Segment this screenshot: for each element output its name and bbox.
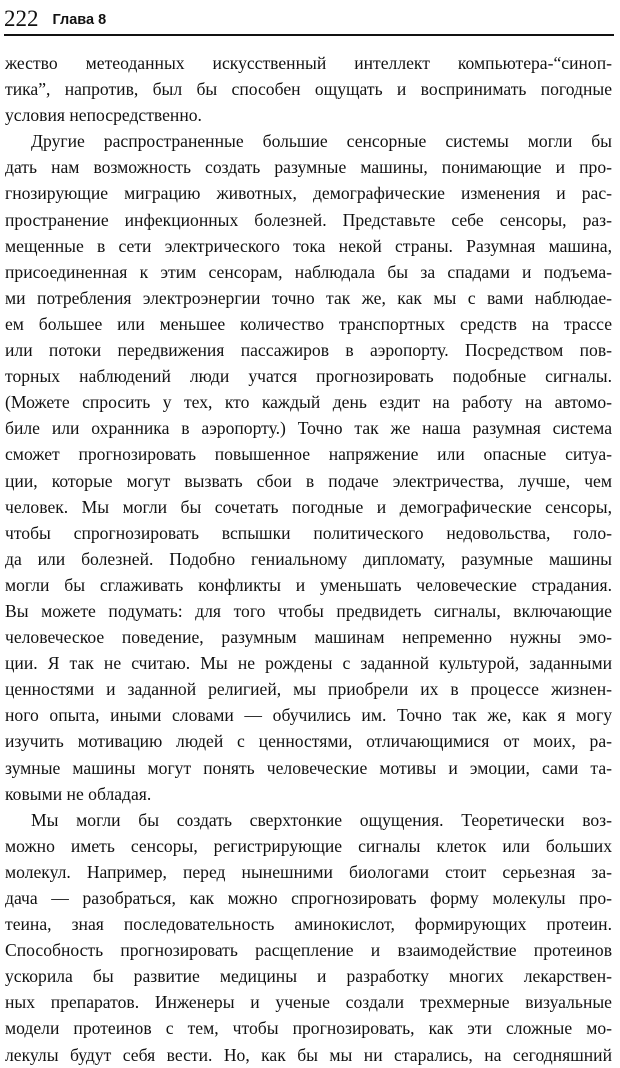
page-number: 222 <box>4 6 39 31</box>
text-line: тика”, напротив, был бы способен ощущать и воспринимать погодные <box>5 79 612 100</box>
running-head <box>4 2 612 32</box>
text-line: пространение инфекционных болезней. Представьте себе сенсоры, раз- <box>5 209 612 230</box>
text-line: Другие распространенные большие сенсорные системы могли бы <box>31 131 612 152</box>
text-line: дать нам возможность создать разумные машины, понимающие и про- <box>5 157 612 178</box>
paragraph <box>5 128 612 806</box>
body-text <box>5 50 612 1068</box>
text-line: торных наблюдений люди учатся прогнозировать подобные сигналы. <box>5 366 612 387</box>
text-line: Мы могли бы создать сверхтонкие ощущения. Теоретически воз- <box>31 809 612 830</box>
text-line: можно иметь сенсоры, регистрирующие сигналы клеток или больших <box>5 835 612 856</box>
text-line: да или болезней. Подобно гениальному дипломату, разумные машины <box>5 548 612 569</box>
text-line: Способность прогнозировать расщепление и взаимодействие протеинов <box>5 940 612 961</box>
text-line: присоединенная к этим сенсорам, наблюдала бы за спадами и подъема- <box>5 261 612 282</box>
text-line: ем большее или меньшее количество транспортных средств на трассе <box>5 313 612 334</box>
text-line: жество метеоданных искусственный интеллект компьютера-“синоп- <box>5 53 612 73</box>
text-line: ного опыта, иными словами — обучились им. Точно так же, как я могу <box>5 705 612 726</box>
text-line: ценностями и заданной религией, мы приобрели их в процессе жизнен- <box>5 679 612 700</box>
text-line: зумные машины могут понять человеческие мотивы и эмоции, сами та- <box>5 757 612 778</box>
text-line: ускорила бы развитие медицины и разработку многих лекарствен- <box>5 966 612 987</box>
header-rule <box>4 34 614 36</box>
text-line: человек. Мы могли бы сочетать погодные и демографические сенсоры, <box>5 496 612 517</box>
paragraph <box>5 50 612 128</box>
text-line: лекулы будут себя вести. Но, как бы мы ни старались, на сегодняшний <box>5 1044 612 1065</box>
text-line: изучить мотивацию людей с ценностями, отличающимися от моих, ра- <box>5 731 612 752</box>
text-line: теина, зная последовательность аминокислот, формирующих протеин. <box>5 914 612 935</box>
text-line: мещенные в сети электрического тока некой страны. Разумная машина, <box>5 235 612 256</box>
text-line: ции. Я так не считаю. Мы не рождены с заданной культурой, заданными <box>5 653 612 674</box>
text-line: человеческое поведение, разумным машинам непременно нужны эмо- <box>5 627 612 648</box>
text-line: (Можете спросить у тех, кто каждый день ездит на работу на автомо- <box>5 392 612 413</box>
text-line: ных препаратов. Инженеры и ученые создали трехмерные визуальные <box>5 992 612 1013</box>
text-line: ции, которые могут вызвать сбои в подаче электричества, лучше, чем <box>5 470 612 491</box>
text-line: молекул. Например, перед нынешними биологами стоит серьезная за- <box>5 861 612 882</box>
text-line: сможет прогнозировать повышенное напряжение или опасные ситуа- <box>5 444 612 465</box>
text-line: Вы можете подумать: для того чтобы предвидеть сигналы, включающие <box>5 600 612 621</box>
text-line: ми потребления электроэнергии точно так же, как мы с вами наблюдае- <box>5 287 612 308</box>
text-line: условия непосредственно. <box>5 105 202 126</box>
text-line: чтобы спрогнозировать вспышки политического недовольства, голо- <box>5 522 612 543</box>
chapter-label: Глава 8 <box>52 12 107 28</box>
text-line: могли бы сглаживать конфликты и уменьшать человеческие страдания. <box>5 574 612 595</box>
paragraph <box>5 807 612 1068</box>
text-line: биле или охранника в аэропорту.) Точно так же наша разумная система <box>5 418 612 439</box>
text-line: ковыми не обладая. <box>5 783 152 804</box>
text-line: гнозирующие миграцию животных, демографические изменения и рас- <box>5 183 612 204</box>
text-line: или потоки передвижения пассажиров в аэропорту. Посредством пов- <box>5 340 612 361</box>
text-line: модели протеинов с тем, чтобы прогнозировать, как эти сложные мо- <box>5 1018 612 1039</box>
text-line: дача — разобраться, как можно спрогнозировать форму молекулы про- <box>5 888 612 908</box>
